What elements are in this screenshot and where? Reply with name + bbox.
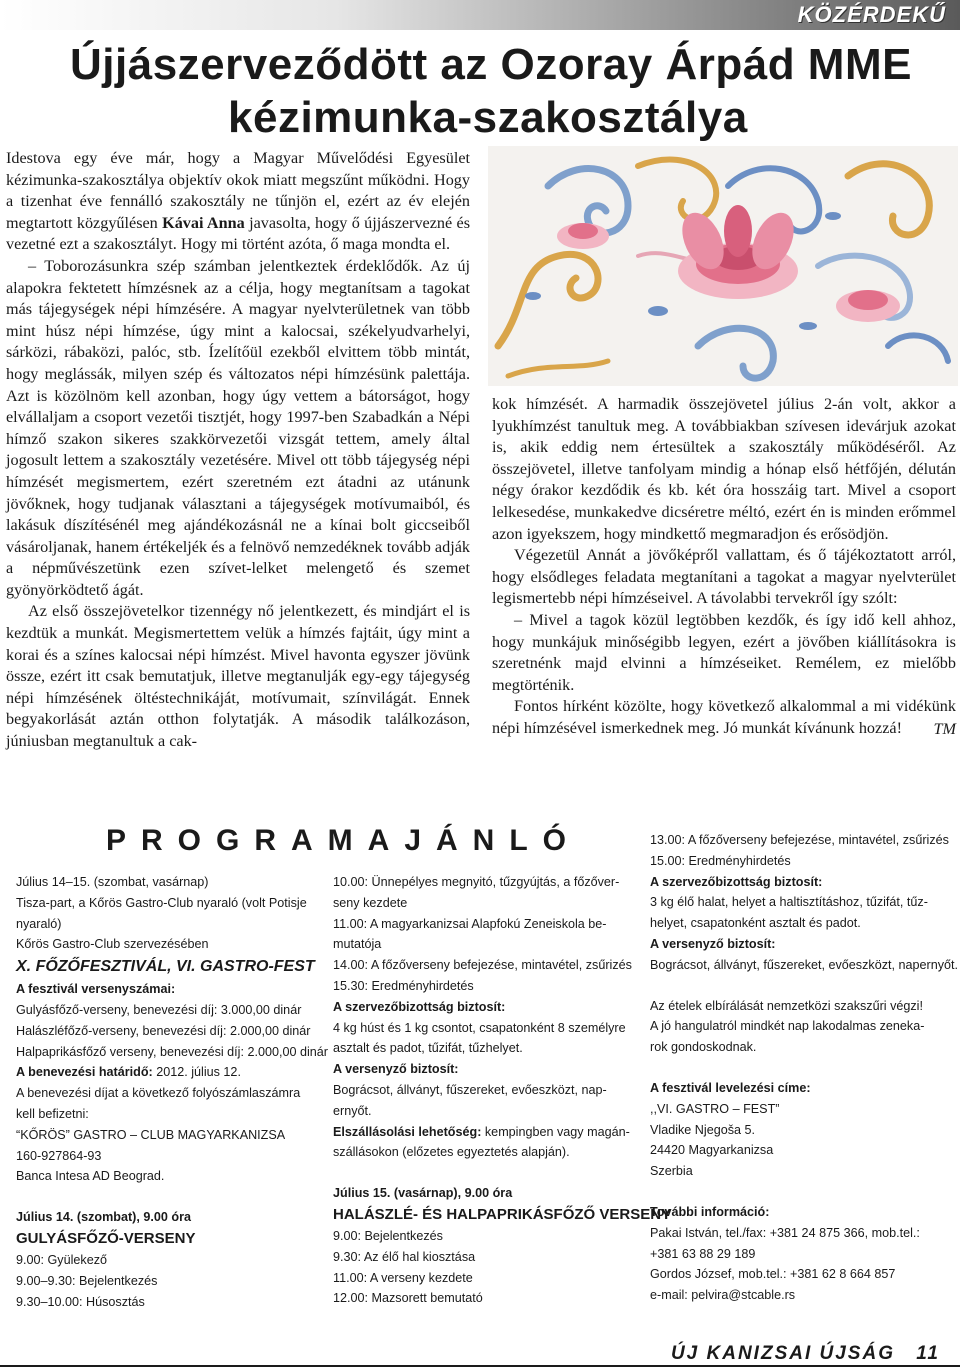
- article-paragraph: Idestova egy éve már, hogy a Magyar Művelődési Egyesület kézimunka-szakosztálya objektív okok miatt megszűnt működni. Hogy a tizenhat éve fennálló szakosztály ne tűnjön el, ezért az év elején megtartott közgyűlésen Kávai Anna javasolta, hogy ő újjászervezné és vezetné ezt a szakosztályt. Hogy mi történt azóta, ő maga mondta el.: [6, 149, 471, 254]
- article-paragraph: – Toborozásunkra szép számban jelentkeztek érdeklődők. Az új alapokra fektetett hímzésnek az a célja, hogy megtanítsam a tagokat más tájegységek népi hímzésére. A magyar nyelvterületnek van több mint húsz népi hímzése, úgy mint a kalocsai, székelyudvarhelyi, sárközi, rábaközi, palóc, stb. Ízelítőül ezekből elvittem több mintát, hogy meglássák, milyen szép és változatos népi hímzésünk palettája. Azt is közölnöm kell azonban, hogy úgy vettem a bátorságot, hogy elvállaljam a csoport vezetői tisztjét, hogy 1997-ben Szabadkán a Népi hímző szakon sikeres szakkörvezetői vizsgát tettem, amely által jogosult lettem a szakosztály vezetésére. Mivel ott több tájegység népi hímzését megismertem, ezért szeretném ezt átadni az utánunk jövőknek, hogy tudjanak választani a tájegységek motívumaiból, és lakásuk díszítésénél meg ajándékozásnál ne a kínai bolt giccseiből vásároljanak, hanem értékeljék és a felnövő nemzedéknek tovább adják a népművészetünk ezen szívet-lelket melengető és szemet gyönyörködtető ágát.: [6, 256, 470, 599]
- footer-rule: [0, 1365, 960, 1367]
- program-line: Gordos József, mob.tel.: +381 62 8 664 857: [650, 1267, 896, 1282]
- program-line: “KŐRÖS” GASTRO – CLUB MAGYARKANIZSA: [16, 1127, 286, 1142]
- article-paragraph: Fontos hírként közölte, hogy következő alkalommal a mi vidékünk népi hímzésével ismerkednek meg. Jó munkát kívánunk hozzá!: [492, 697, 956, 737]
- program-line: Vladike Njegoša 5.: [650, 1122, 756, 1137]
- program-line: Gulyásfőző-verseny, benevezési díj: 3.000,00 dinár: [16, 1002, 302, 1017]
- program-line: A szervezőbizottság biztosít:: [650, 874, 823, 889]
- program-line: szállásokon (előzetes egyeztetés alapján).: [333, 1145, 570, 1160]
- embroidery-illustration: [488, 146, 958, 386]
- program-column-3: [650, 830, 959, 1306]
- spacer: [650, 1182, 950, 1202]
- program-line: 9.30: Az élő hal kiosztása: [333, 1249, 476, 1264]
- program-line: Tisza-part, a Kőrös Gastro-Club nyaraló (volt Potisje: [16, 895, 307, 910]
- page-number: 11: [916, 1343, 940, 1364]
- embroidery-photo: [488, 146, 958, 386]
- program-line: A benevezési díjat a következő folyószámlaszámra: [16, 1086, 301, 1101]
- program-line: Július 14. (szombat), 9.00 óra: [16, 1210, 191, 1225]
- program-line: seny kezdete: [333, 895, 408, 910]
- program-line: A szervezőbizottság biztosít:: [333, 999, 506, 1014]
- program-line: A versenyző biztosít:: [650, 936, 776, 951]
- program-line: 14.00: A főzőverseny befejezése, mintavétel, zsűrizés: [333, 958, 632, 973]
- program-line: Az ételek elbírálását nemzetközi szakszűri végzi!: [650, 998, 923, 1013]
- program-line: 12.00: Mazsorett bemutató: [333, 1291, 483, 1306]
- headline-line-1: Újjászerveződött az Ozoray Árpád MME: [70, 40, 912, 89]
- program-line: 9.00: Bejelentkezés: [333, 1228, 443, 1243]
- program-line: Kőrös Gastro-Club szervezésében: [16, 937, 209, 952]
- page-footer: [0, 1339, 960, 1371]
- spacer: [16, 1187, 336, 1207]
- program-line: Július 15. (vasárnap), 9.00 óra: [333, 1186, 513, 1201]
- program-line: Bográcsot, állványt, fűszereket, evőeszközt, nap-: [333, 1082, 607, 1097]
- program-line: 11.00: A magyarkanizsai Alapfokú Zeneiskola be-: [333, 916, 607, 931]
- program-line: A benevezési határidő: 2012. július 12.: [16, 1065, 241, 1080]
- program-line: A fesztivál versenyszámai:: [16, 982, 176, 997]
- author-signature: TM: [933, 719, 956, 738]
- program-title: PROGRAMAJÁNLÓ: [106, 824, 582, 857]
- program-line: További információ:: [650, 1204, 770, 1219]
- program-line: 160-927864-93: [16, 1148, 102, 1163]
- program-line: Elszállásolási lehetőség: kempingben vagy magán-: [333, 1124, 630, 1139]
- program-line: Halpaprikásfőző verseny, benevezési díj: 2.000,00 dinár: [16, 1044, 328, 1059]
- article-paragraph: – Mivel a tagok közül legtöbben kezdők, és így idő kell ahhoz, hogy munkájuk minőségibb legyen, ezért a jövőben kiállításokra is szeretnénk majd elvinni a hímzéseiket. Remélem, ez mielőbb megtörténik.: [492, 610, 956, 694]
- program-line: helyet, csapatonként asztalt és padot.: [650, 916, 861, 931]
- article-paragraph: Végezetül Annát a jövőképről vallattam, és ő tájékoztatott arról, hogy elsődleges feladata megtanítani a tagokat a magyar nyelvterület legismertebb népi hímzéseivel. A távolabbi tervekről így szólt:: [492, 546, 956, 608]
- article-paragraph: Az első összejövetelkor tizennégy nő jelentkezett, és mindjárt el is kezdtük a munkát. Megismertettem velük a hímzés fajtáit, úgy mint a korai és a színes kalocsai népi hímzést. Mivel havonta egyszer jövünk össze, ezért itt csak bemutatjuk, illetve megtanulják egy-egy tájegység népi hímzésének öltéstechnikáját, motívumait, színvilágát. Ennek begyakorlását aztán otthon folytatják. A második találkozáson, júniusban megtanultuk a cak-: [6, 602, 470, 751]
- program-line: 24420 Magyarkanizsa: [650, 1143, 774, 1158]
- program-line: 9.00–9.30: Bejelentkezés: [16, 1273, 158, 1288]
- program-line: Halászléfőző-verseny, benevezési díj: 2.000,00 dinár: [16, 1023, 311, 1038]
- footer-label: [671, 1343, 940, 1365]
- article-right-column: [492, 394, 956, 740]
- program-line: e-mail: pelvira@stcable.rs: [650, 1288, 796, 1303]
- program-line: Pakai István, tel./fax: +381 24 875 366, mob.tel.:: [650, 1225, 920, 1240]
- program-line: 4 kg húst és 1 kg csontot, csapatonként 8 személyre: [333, 1020, 626, 1035]
- spacer: [333, 1163, 633, 1183]
- program-line: 9.30–10.00: Húsosztás: [16, 1294, 145, 1309]
- program-line: A versenyző biztosít:: [333, 1062, 459, 1077]
- program-line: +381 63 88 29 189: [650, 1246, 756, 1261]
- section-header-bar: [0, 0, 960, 30]
- program-line: GULYÁSFŐZŐ-VERSENY: [16, 1229, 196, 1247]
- program-line: 9.00: Gyülekező: [16, 1252, 108, 1267]
- article-paragraph: kok hímzését. A harmadik összejövetel július 2-án volt, akkor a lyukhímzést tanultuk meg. A továbbiakban szívesen idevárjuk azokat is, akik eddig nem értesültek a szakosztály működéséről. Az összejövetel, illetve tanfolyam mindig a hónap első hétfőjén, délután négy órakor kezdődik és kb. két óra hosszáig tart. Mivel a csoport lelkesedése, munkakedve dicséretre méltó, ezért én is minden erőmmel azon igyekszem, hogy mindkettő megmaradjon és erősödjön.: [492, 395, 956, 543]
- program-line: 15.30: Eredményhirdetés: [333, 978, 474, 993]
- program-line: ,,VI. GASTRO – FEST”: [650, 1101, 780, 1116]
- program-line: 3 kg élő halat, helyet a haltisztításhoz, tűzifát, tűz-: [650, 895, 928, 910]
- program-line: mutatója: [333, 937, 382, 952]
- program-line: A jó hangulatról mindkét nap lakodalmas zeneka-: [650, 1019, 925, 1034]
- spacer: [650, 1058, 950, 1078]
- headline-line-2: kézimunka-szakosztálya: [228, 93, 748, 142]
- program-line: nyaraló): [16, 916, 62, 931]
- person-name: Kávai Anna: [162, 213, 245, 232]
- article-left-column: [6, 148, 470, 753]
- spacer: [650, 976, 950, 996]
- program-line: 10.00: Ünnepélyes megnyitó, tűzgyújtás, a főzőver-: [333, 875, 620, 889]
- program-line: Szerbia: [650, 1164, 693, 1179]
- section-label: KÖZÉRDEKŰ: [797, 2, 946, 27]
- publication-name: ÚJ KANIZSAI ÚJSÁG: [670, 1343, 895, 1364]
- program-line: ernyőt.: [333, 1103, 372, 1118]
- program-line: A fesztivál levelezési címe:: [650, 1080, 811, 1095]
- program-line: Bográcsot, állványt, fűszereket, evőeszközt, napernyőt.: [650, 957, 959, 972]
- program-line: asztalt és padot, tűzifát, tűzhelyet.: [333, 1041, 523, 1056]
- program-column-1: [16, 872, 336, 1312]
- program-line: rok gondoskodnak.: [650, 1040, 757, 1055]
- program-line: HALÁSZLÉ- ÉS HALPAPRIKÁSFŐZŐ VERSENY: [333, 1205, 672, 1223]
- program-line: kell befizetni:: [16, 1106, 89, 1121]
- program-line: 15.00: Eredményhirdetés: [650, 853, 791, 868]
- flower-large: [674, 205, 802, 299]
- program-line: Banca Intesa AD Beograd.: [16, 1169, 165, 1184]
- program-line: 11.00: A verseny kezdete: [333, 1270, 473, 1285]
- program-line: 13.00: A főzőverseny befejezése, mintavétel, zsűrizés: [650, 833, 949, 847]
- program-line: X. FŐZŐFESZTIVÁL, VI. GASTRO-FEST: [16, 958, 315, 976]
- program-line: Július 14–15. (szombat, vasárnap): [16, 875, 209, 889]
